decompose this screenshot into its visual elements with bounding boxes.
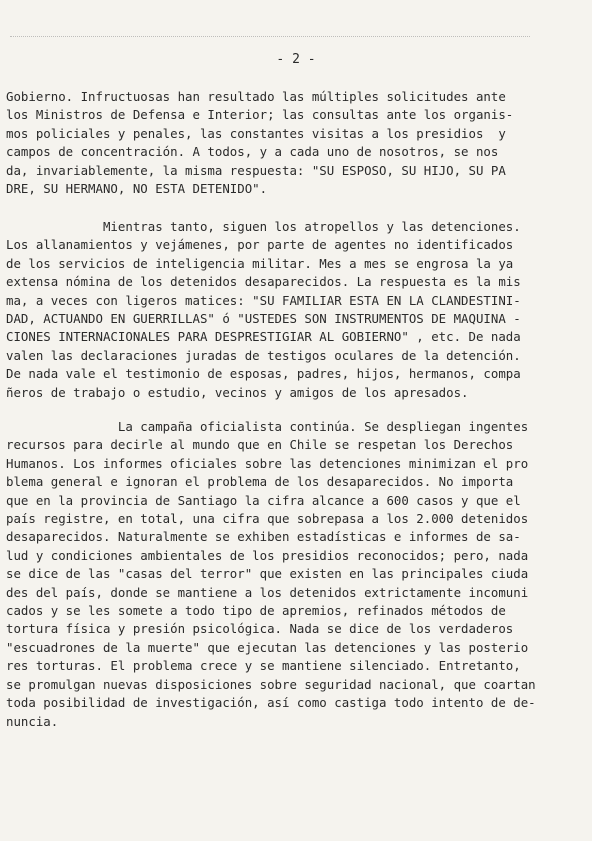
text-line: Humanos. Los informes oficiales sobre las detenciones minimizan el pro bbox=[6, 455, 529, 471]
text-line: De nada vale el testimonio de esposas, padres, hijos, hermanos, compa bbox=[6, 366, 521, 382]
text-line: tortura física y presión psicológica. Nada se dice de los verdaderos bbox=[6, 621, 514, 637]
text-line: se promulgan nuevas disposiciones sobre seguridad nacional, que coartan bbox=[6, 676, 536, 692]
text-line: que en la provincia de Santiago la cifra alcance a 600 casos y que el bbox=[6, 492, 521, 508]
text-line: toda posibilidad de investigación, así como castiga todo intento de de- bbox=[6, 695, 536, 711]
text-line: da, invariablemente, la misma respuesta: "SU ESPOSO, SU HIJO, SU PA bbox=[6, 162, 506, 178]
text-line: res torturas. El problema crece y se mantiene silenciado. Entretanto, bbox=[6, 658, 521, 674]
text-line: ñeros de trabajo o estudio, vecinos y amigos de los apresados. bbox=[6, 384, 469, 400]
text-line: Gobierno. Infructuosas han resultado las múltiples solicitudes ante bbox=[6, 89, 506, 104]
text-line: valen las declaraciones juradas de testigos oculares de la detención. bbox=[6, 347, 521, 363]
text-line: CIONES INTERNACIONALES PARA DESPRESTIGIAR AL GOBIERNO" , etc. De nada bbox=[6, 329, 521, 345]
paragraph-2 bbox=[6, 218, 536, 402]
text-line: de los servicios de inteligencia militar. Mes a mes se engrosa la ya bbox=[6, 255, 514, 271]
text-line: recursos para decirle al mundo que en Chile se respetan los Derechos bbox=[6, 437, 514, 453]
text-line: des del país, donde se mantiene a los detenidos extrictamente incomuni bbox=[6, 584, 529, 600]
page-number: - 2 - bbox=[276, 52, 316, 67]
text-line: ma, a veces con ligeros matices: "SU FAMILIAR ESTA EN LA CLANDESTINI- bbox=[6, 292, 521, 308]
text-line: La campaña oficialista continúa. Se despliegan ingentes bbox=[6, 419, 529, 434]
text-line: campos de concentración. A todos, y a cada uno de nosotros, se nos bbox=[6, 144, 499, 160]
text-line: cados y se les somete a todo tipo de apremios, refinados métodos de bbox=[6, 603, 506, 619]
text-line: Los allanamientos y vejámenes, por parte de agentes no identificados bbox=[6, 237, 514, 253]
paragraph-3 bbox=[6, 418, 536, 731]
text-line: DAD, ACTUANDO EN GUERRILLAS" ó "USTEDES SON INSTRUMENTOS DE MAQUINA - bbox=[6, 311, 521, 327]
text-line: Mientras tanto, siguen los atropellos y las detenciones. bbox=[6, 219, 521, 234]
text-line: mos policiales y penales, las constantes visitas a los presidios y bbox=[6, 125, 506, 141]
text-line: "escuadrones de la muerte" que ejecutan las detenciones y las posterio bbox=[6, 639, 529, 655]
paragraph-1 bbox=[6, 88, 536, 198]
text-line: blema general e ignoran el problema de los desaparecidos. No importa bbox=[6, 474, 514, 490]
text-line: nuncia. bbox=[6, 713, 59, 729]
header-rule bbox=[10, 36, 530, 37]
text-line: los Ministros de Defensa e Interior; las consultas ante los organis- bbox=[6, 107, 514, 123]
text-line: DRE, SU HERMANO, NO ESTA DETENIDO". bbox=[6, 181, 268, 197]
text-line: desaparecidos. Naturalmente se exhiben estadísticas e informes de sa- bbox=[6, 529, 521, 545]
text-line: extensa nómina de los detenidos desaparecidos. La respuesta es la mis bbox=[6, 274, 521, 290]
text-line: se dice de las "casas del terror" que existen en las principales ciuda bbox=[6, 566, 529, 582]
text-line: país registre, en total, una cifra que sobrepasa a los 2.000 detenidos bbox=[6, 511, 529, 527]
text-line: lud y condiciones ambientales de los presidios reconocidos; pero, nada bbox=[6, 547, 529, 563]
